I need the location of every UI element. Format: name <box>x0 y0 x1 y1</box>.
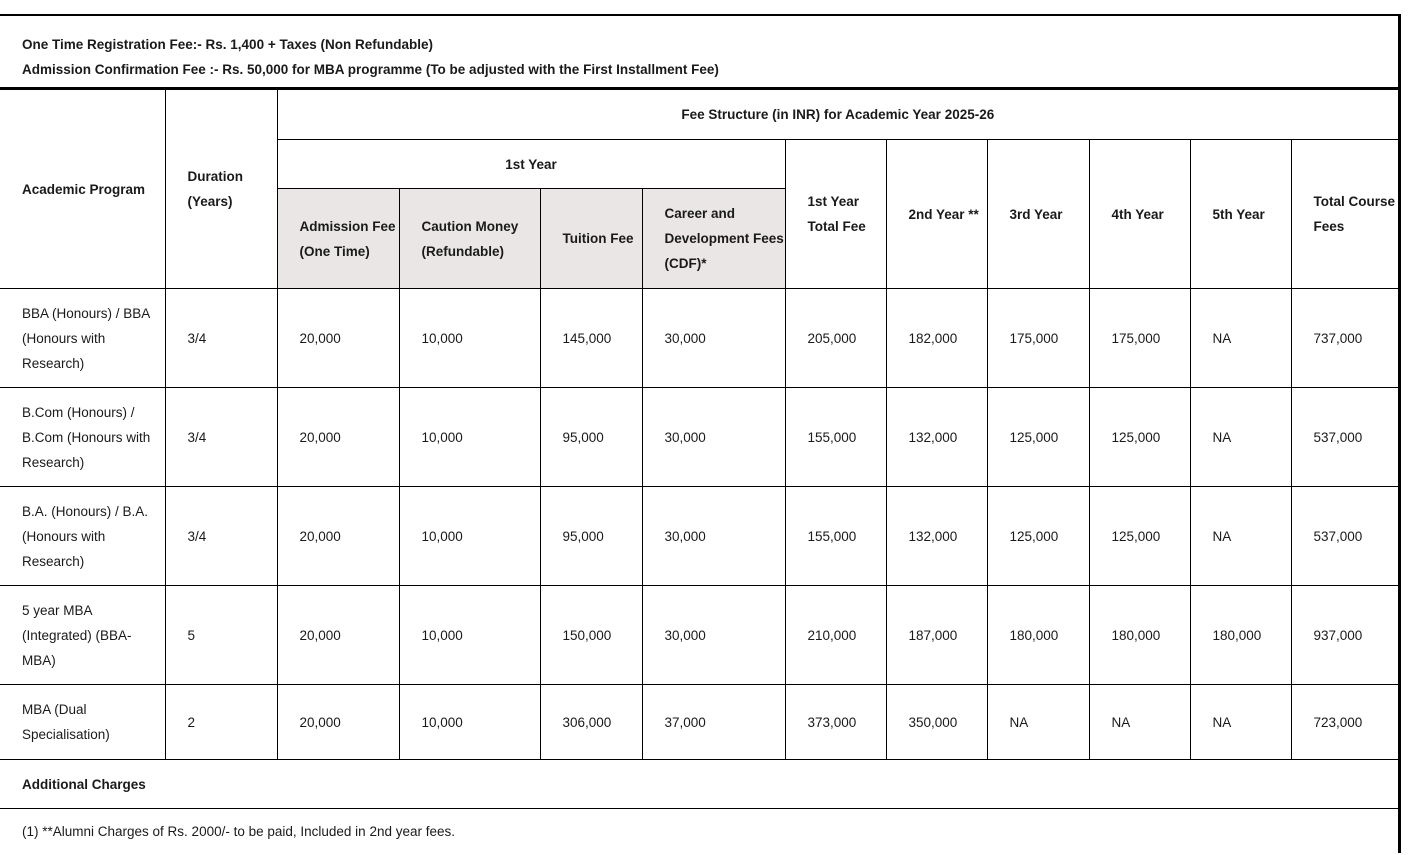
cell-total: 737,000 <box>1291 289 1398 388</box>
cell-caution-money: 10,000 <box>399 289 540 388</box>
cell-fourth-year: 175,000 <box>1089 289 1190 388</box>
table-row <box>0 586 1398 685</box>
header-fee-structure: Fee Structure (in INR) for Academic Year 2025-26 <box>277 90 1398 140</box>
header-admission-fee: Admission Fee (One Time) <box>277 189 399 289</box>
cell-program: B.Com (Honours) / B.Com (Honours with Research) <box>0 388 165 487</box>
cell-fourth-year: NA <box>1089 685 1190 760</box>
footnote: (1) **Alumni Charges of Rs. 2000/- to be paid, Included in 2nd year fees. <box>0 809 1398 854</box>
cell-admission-fee: 20,000 <box>277 487 399 586</box>
cell-tuition-fee: 95,000 <box>540 388 642 487</box>
table-row <box>0 487 1398 586</box>
cell-fifth-year: NA <box>1190 388 1291 487</box>
registration-fee-note: One Time Registration Fee:- Rs. 1,400 + Taxes (Non Refundable) <box>22 37 433 52</box>
header-first-year: 1st Year <box>277 140 785 189</box>
additional-charges-heading: Additional Charges <box>0 760 1398 809</box>
header-total: Total Course Fees <box>1291 140 1398 289</box>
header-second-year: 2nd Year ** <box>886 140 987 289</box>
cell-total: 537,000 <box>1291 388 1398 487</box>
cell-duration: 3/4 <box>165 388 277 487</box>
fee-notes <box>0 16 1398 89</box>
cell-fourth-year: 125,000 <box>1089 388 1190 487</box>
fee-structure-section <box>0 14 1401 853</box>
cell-second-year: 132,000 <box>886 487 987 586</box>
cell-admission-fee: 20,000 <box>277 586 399 685</box>
header-cdf: Career and Development Fees (CDF)* <box>642 189 785 289</box>
cell-fifth-year: NA <box>1190 487 1291 586</box>
cell-first-year-total: 205,000 <box>785 289 886 388</box>
cell-first-year-total: 373,000 <box>785 685 886 760</box>
cell-second-year: 187,000 <box>886 586 987 685</box>
cell-second-year: 132,000 <box>886 388 987 487</box>
cell-admission-fee: 20,000 <box>277 289 399 388</box>
cell-program: MBA (Dual Specialisation) <box>0 685 165 760</box>
cell-third-year: 125,000 <box>987 487 1089 586</box>
cell-cdf: 30,000 <box>642 289 785 388</box>
header-program: Academic Program <box>0 90 165 289</box>
cell-third-year: 180,000 <box>987 586 1089 685</box>
cell-tuition-fee: 150,000 <box>540 586 642 685</box>
cell-fifth-year: 180,000 <box>1190 586 1291 685</box>
cell-fifth-year: NA <box>1190 289 1291 388</box>
cell-tuition-fee: 95,000 <box>540 487 642 586</box>
cell-total: 723,000 <box>1291 685 1398 760</box>
cell-caution-money: 10,000 <box>399 487 540 586</box>
header-first-year-total: 1st Year Total Fee <box>785 140 886 289</box>
cell-caution-money: 10,000 <box>399 586 540 685</box>
cell-total: 537,000 <box>1291 487 1398 586</box>
cell-duration: 3/4 <box>165 289 277 388</box>
cell-caution-money: 10,000 <box>399 685 540 760</box>
header-caution-money: Caution Money (Refundable) <box>399 189 540 289</box>
cell-third-year: 125,000 <box>987 388 1089 487</box>
cell-admission-fee: 20,000 <box>277 388 399 487</box>
cell-second-year: 182,000 <box>886 289 987 388</box>
cell-third-year: 175,000 <box>987 289 1089 388</box>
cell-fifth-year: NA <box>1190 685 1291 760</box>
cell-duration: 2 <box>165 685 277 760</box>
table-row <box>0 289 1398 388</box>
cell-duration: 3/4 <box>165 487 277 586</box>
cell-cdf: 30,000 <box>642 586 785 685</box>
header-duration: Duration (Years) <box>165 90 277 289</box>
fee-table <box>0 89 1398 853</box>
cell-first-year-total: 155,000 <box>785 388 886 487</box>
cell-program: BBA (Honours) / BBA (Honours with Research) <box>0 289 165 388</box>
cell-cdf: 30,000 <box>642 388 785 487</box>
cell-fourth-year: 125,000 <box>1089 487 1190 586</box>
admission-confirmation-note: Admission Confirmation Fee :- Rs. 50,000 for MBA programme (To be adjusted with the First Installment Fee) <box>22 62 719 77</box>
cell-first-year-total: 210,000 <box>785 586 886 685</box>
header-fifth-year: 5th Year <box>1190 140 1291 289</box>
cell-fourth-year: 180,000 <box>1089 586 1190 685</box>
cell-second-year: 350,000 <box>886 685 987 760</box>
cell-duration: 5 <box>165 586 277 685</box>
cell-tuition-fee: 145,000 <box>540 289 642 388</box>
cell-cdf: 30,000 <box>642 487 785 586</box>
header-tuition-fee: Tuition Fee <box>540 189 642 289</box>
cell-total: 937,000 <box>1291 586 1398 685</box>
header-third-year: 3rd Year <box>987 140 1089 289</box>
cell-cdf: 37,000 <box>642 685 785 760</box>
header-fourth-year: 4th Year <box>1089 140 1190 289</box>
cell-caution-money: 10,000 <box>399 388 540 487</box>
table-row <box>0 685 1398 760</box>
table-row <box>0 388 1398 487</box>
cell-admission-fee: 20,000 <box>277 685 399 760</box>
cell-program: B.A. (Honours) / B.A. (Honours with Research) <box>0 487 165 586</box>
cell-first-year-total: 155,000 <box>785 487 886 586</box>
cell-program: 5 year MBA (Integrated) (BBA-MBA) <box>0 586 165 685</box>
cell-tuition-fee: 306,000 <box>540 685 642 760</box>
cell-third-year: NA <box>987 685 1089 760</box>
